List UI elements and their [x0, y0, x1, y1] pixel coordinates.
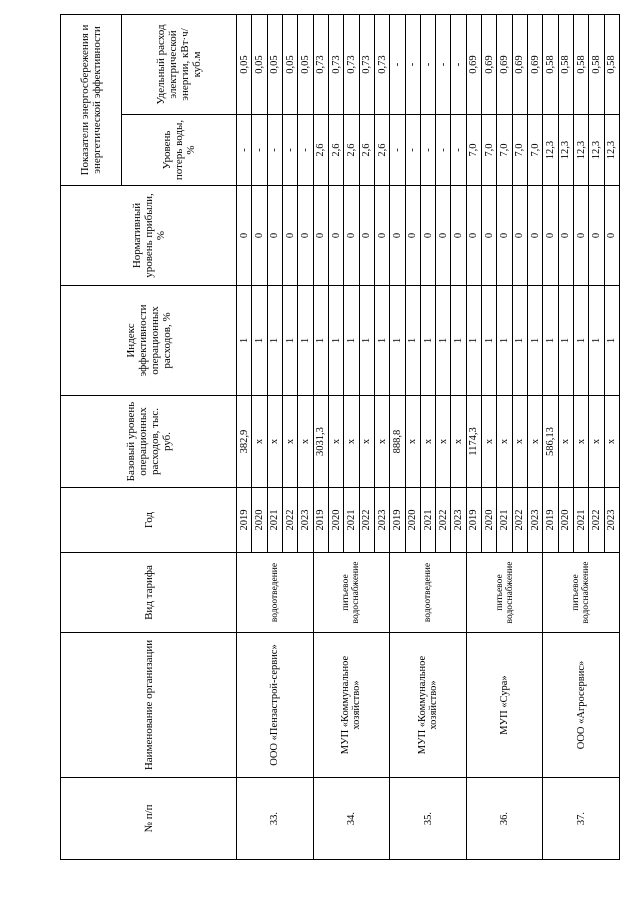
energy-rate-cell: 0,05 — [237, 14, 252, 114]
normative-profit-cell: 0 — [451, 186, 466, 286]
header-year: Год — [61, 488, 237, 553]
energy-rate-cell: - — [390, 14, 405, 114]
table-row — [543, 14, 558, 859]
water-loss-cell: 2,6 — [328, 115, 343, 186]
tariff-type: питьевое водоснабжение — [466, 553, 543, 633]
normative-profit-cell: 0 — [558, 186, 573, 286]
year-cell: 2022 — [512, 488, 527, 553]
normative-profit-cell: 0 — [237, 186, 252, 286]
water-loss-cell: 7,0 — [528, 115, 543, 186]
water-loss-cell: 7,0 — [466, 115, 481, 186]
row-number: 35. — [390, 778, 467, 860]
normative-profit-cell: 0 — [604, 186, 619, 286]
base-cost-cell: x — [344, 396, 359, 488]
year-cell: 2022 — [283, 488, 298, 553]
header-org: Наименование организации — [61, 633, 237, 778]
tariff-type: водоотведение — [237, 553, 314, 633]
year-cell: 2023 — [451, 488, 466, 553]
year-cell: 2019 — [466, 488, 481, 553]
efficiency-index-cell: 1 — [497, 286, 512, 396]
base-cost-cell: x — [512, 396, 527, 488]
energy-rate-cell: 0,69 — [482, 14, 497, 114]
efficiency-index-cell: 1 — [390, 286, 405, 396]
base-cost-cell: 382,9 — [237, 396, 252, 488]
efficiency-index-cell: 1 — [374, 286, 389, 396]
table-row — [390, 14, 405, 859]
water-loss-cell: - — [267, 115, 282, 186]
energy-rate-cell: 0,73 — [328, 14, 343, 114]
energy-rate-cell: 0,05 — [298, 14, 313, 114]
efficiency-index-cell: 1 — [543, 286, 558, 396]
efficiency-index-cell: 1 — [512, 286, 527, 396]
row-number: 36. — [466, 778, 543, 860]
organization-name: ООО «Агросервис» — [543, 633, 620, 778]
efficiency-index-cell: 1 — [298, 286, 313, 396]
energy-rate-cell: 0,73 — [313, 14, 328, 114]
normative-profit-cell: 0 — [466, 186, 481, 286]
water-loss-cell: 7,0 — [482, 115, 497, 186]
base-cost-cell: x — [359, 396, 374, 488]
water-loss-cell: 7,0 — [512, 115, 527, 186]
energy-rate-cell: 0,05 — [267, 14, 282, 114]
water-loss-cell: - — [283, 115, 298, 186]
normative-profit-cell: 0 — [252, 186, 267, 286]
normative-profit-cell: 0 — [405, 186, 420, 286]
year-cell: 2021 — [497, 488, 512, 553]
row-number: 37. — [543, 778, 620, 860]
normative-profit-cell: 0 — [267, 186, 282, 286]
water-loss-cell: - — [405, 115, 420, 186]
water-loss-cell: - — [451, 115, 466, 186]
energy-rate-cell: - — [451, 14, 466, 114]
header-efficiency-index: Индекс эффективности операционных расходов, % — [61, 286, 237, 396]
water-loss-cell: 2,6 — [374, 115, 389, 186]
normative-profit-cell: 0 — [420, 186, 435, 286]
base-cost-cell: x — [482, 396, 497, 488]
base-cost-cell: x — [252, 396, 267, 488]
base-cost-cell: x — [283, 396, 298, 488]
year-cell: 2023 — [298, 488, 313, 553]
efficiency-index-cell: 1 — [604, 286, 619, 396]
normative-profit-cell: 0 — [328, 186, 343, 286]
normative-profit-cell: 0 — [512, 186, 527, 286]
header-normative-profit: Нормативный уровень прибыли, % — [61, 186, 237, 286]
year-cell: 2023 — [604, 488, 619, 553]
table-body — [61, 14, 620, 859]
energy-rate-cell: 0,69 — [528, 14, 543, 114]
efficiency-index-cell: 1 — [359, 286, 374, 396]
normative-profit-cell: 0 — [298, 186, 313, 286]
water-loss-cell: 7,0 — [497, 115, 512, 186]
year-cell: 2019 — [237, 488, 252, 553]
year-cell: 2022 — [589, 488, 604, 553]
base-cost-cell: 888,8 — [390, 396, 405, 488]
energy-rate-cell: 0,69 — [497, 14, 512, 114]
normative-profit-cell: 0 — [573, 186, 588, 286]
base-cost-cell: 586,13 — [543, 396, 558, 488]
table-row — [237, 14, 252, 859]
tariff-type: питьевое водоснабжение — [543, 553, 620, 633]
base-cost-cell: x — [604, 396, 619, 488]
base-cost-cell: x — [298, 396, 313, 488]
year-cell: 2020 — [328, 488, 343, 553]
year-cell: 2023 — [528, 488, 543, 553]
year-cell: 2021 — [267, 488, 282, 553]
year-cell: 2019 — [390, 488, 405, 553]
base-cost-cell: x — [436, 396, 451, 488]
normative-profit-cell: 0 — [374, 186, 389, 286]
water-loss-cell: 12,3 — [589, 115, 604, 186]
base-cost-cell: x — [267, 396, 282, 488]
normative-profit-cell: 0 — [344, 186, 359, 286]
year-cell: 2020 — [252, 488, 267, 553]
energy-rate-cell: 0,58 — [604, 14, 619, 114]
water-loss-cell: - — [252, 115, 267, 186]
base-cost-cell: x — [558, 396, 573, 488]
efficiency-index-cell: 1 — [420, 286, 435, 396]
year-cell: 2019 — [313, 488, 328, 553]
base-cost-cell: 3031,3 — [313, 396, 328, 488]
base-cost-cell: x — [420, 396, 435, 488]
base-cost-cell: x — [497, 396, 512, 488]
energy-rate-cell: 0,69 — [466, 14, 481, 114]
header-num: № п/п — [61, 778, 237, 860]
energy-rate-cell: 0,58 — [543, 14, 558, 114]
efficiency-index-cell: 1 — [344, 286, 359, 396]
year-cell: 2021 — [420, 488, 435, 553]
energy-rate-cell: 0,05 — [252, 14, 267, 114]
year-cell: 2021 — [573, 488, 588, 553]
year-cell: 2020 — [405, 488, 420, 553]
water-loss-cell: 2,6 — [359, 115, 374, 186]
header-water-loss: Уровень потерь воды, % — [122, 115, 237, 186]
year-cell: 2022 — [359, 488, 374, 553]
header-base-cost: Базовый уровень операционных расходов, тыс. руб. — [61, 396, 237, 488]
base-cost-cell: x — [589, 396, 604, 488]
energy-rate-cell: 0,73 — [374, 14, 389, 114]
energy-rate-cell: 0,73 — [344, 14, 359, 114]
tariff-table — [60, 14, 620, 860]
efficiency-index-cell: 1 — [482, 286, 497, 396]
efficiency-index-cell: 1 — [573, 286, 588, 396]
header-energy-group: Показатели энергосбережения и энергетической эффективности — [61, 14, 122, 185]
efficiency-index-cell: 1 — [466, 286, 481, 396]
table-row — [466, 14, 481, 859]
energy-rate-cell: 0,58 — [573, 14, 588, 114]
normative-profit-cell: 0 — [543, 186, 558, 286]
efficiency-index-cell: 1 — [328, 286, 343, 396]
base-cost-cell: x — [405, 396, 420, 488]
normative-profit-cell: 0 — [436, 186, 451, 286]
water-loss-cell: - — [390, 115, 405, 186]
water-loss-cell: 12,3 — [573, 115, 588, 186]
energy-rate-cell: 0,05 — [283, 14, 298, 114]
water-loss-cell: 2,6 — [313, 115, 328, 186]
header-tariff: Вид тарифа — [61, 553, 237, 633]
normative-profit-cell: 0 — [482, 186, 497, 286]
water-loss-cell: - — [298, 115, 313, 186]
efficiency-index-cell: 1 — [252, 286, 267, 396]
efficiency-index-cell: 1 — [528, 286, 543, 396]
organization-name: МУП «Коммунальное хозяйство» — [390, 633, 467, 778]
row-number: 33. — [237, 778, 314, 860]
base-cost-cell: 1174,3 — [466, 396, 481, 488]
base-cost-cell: x — [528, 396, 543, 488]
tariff-type: водоотведение — [390, 553, 467, 633]
energy-rate-cell: 0,58 — [589, 14, 604, 114]
normative-profit-cell: 0 — [283, 186, 298, 286]
normative-profit-cell: 0 — [390, 186, 405, 286]
efficiency-index-cell: 1 — [405, 286, 420, 396]
water-loss-cell: 12,3 — [604, 115, 619, 186]
energy-rate-cell: 0,73 — [359, 14, 374, 114]
energy-rate-cell: 0,58 — [558, 14, 573, 114]
efficiency-index-cell: 1 — [267, 286, 282, 396]
normative-profit-cell: 0 — [497, 186, 512, 286]
table-row — [313, 14, 328, 859]
energy-rate-cell: - — [436, 14, 451, 114]
year-cell: 2023 — [374, 488, 389, 553]
year-cell: 2019 — [543, 488, 558, 553]
energy-rate-cell: 0,69 — [512, 14, 527, 114]
water-loss-cell: 12,3 — [543, 115, 558, 186]
water-loss-cell: - — [436, 115, 451, 186]
efficiency-index-cell: 1 — [451, 286, 466, 396]
efficiency-index-cell: 1 — [313, 286, 328, 396]
year-cell: 2021 — [344, 488, 359, 553]
efficiency-index-cell: 1 — [283, 286, 298, 396]
year-cell: 2022 — [436, 488, 451, 553]
rotated-table-page — [60, 15, 620, 860]
normative-profit-cell: 0 — [528, 186, 543, 286]
normative-profit-cell: 0 — [359, 186, 374, 286]
base-cost-cell: x — [374, 396, 389, 488]
water-loss-cell: - — [237, 115, 252, 186]
organization-name: МУП «Коммунальное хозяйство» — [313, 633, 390, 778]
organization-name: МУП «Сура» — [466, 633, 543, 778]
organization-name: ООО «Пензастрой-сервис» — [237, 633, 314, 778]
normative-profit-cell: 0 — [589, 186, 604, 286]
header-row-1 — [61, 14, 122, 859]
row-number: 34. — [313, 778, 390, 860]
year-cell: 2020 — [558, 488, 573, 553]
tariff-type: питьевое водоснабжение — [313, 553, 390, 633]
base-cost-cell: x — [451, 396, 466, 488]
year-cell: 2020 — [482, 488, 497, 553]
base-cost-cell: x — [328, 396, 343, 488]
efficiency-index-cell: 1 — [237, 286, 252, 396]
normative-profit-cell: 0 — [313, 186, 328, 286]
energy-rate-cell: - — [420, 14, 435, 114]
efficiency-index-cell: 1 — [589, 286, 604, 396]
efficiency-index-cell: 1 — [558, 286, 573, 396]
water-loss-cell: 12,3 — [558, 115, 573, 186]
base-cost-cell: x — [573, 396, 588, 488]
energy-rate-cell: - — [405, 14, 420, 114]
efficiency-index-cell: 1 — [436, 286, 451, 396]
water-loss-cell: 2,6 — [344, 115, 359, 186]
water-loss-cell: - — [420, 115, 435, 186]
header-energy-rate: Удельный расход электрической энергии, кВт·ч/куб.м — [122, 14, 237, 114]
